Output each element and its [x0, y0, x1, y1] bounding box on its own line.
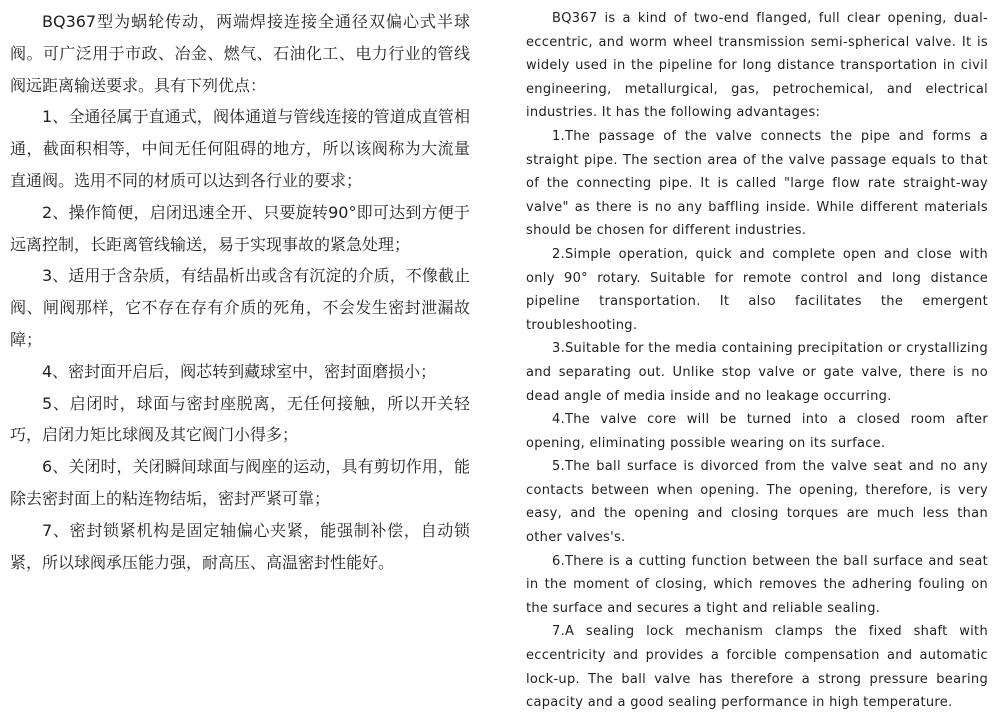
zh-advantage-5: 5、启闭时，球面与密封座脱离，无任何接触，所以开关轻巧，启闭力矩比球阀及其它阀门小得多；: [10, 393, 470, 445]
zh-advantage-4: 4、密封面开启后，阀芯转到藏球室中，密封面磨损小；: [42, 361, 437, 381]
chinese-column: [10, 6, 470, 578]
en-advantage-5: 5.The ball surface is divorced from the valve seat and no any contacts between when opening. The opening, therefore, is very easy, and the opening and closing torques are much less than other valves's.: [526, 459, 988, 546]
en-advantage-4: 4.The valve core will be turned into a closed room after opening, eliminating possible wearing on its surface.: [526, 412, 988, 451]
en-advantage-1: 1.The passage of the valve connects the pipe and forms a straight pipe. The section area of the valve passage equals to that of the connecting pipe. It is called "large flow rate straight-way valve" as there is no any baffling inside. While different materials should be chosen for different industries.: [526, 128, 988, 239]
english-column: [526, 7, 988, 715]
zh-advantage-3: 3、适用于含杂质，有结晶析出或含有沉淀的介质，不像截止阀、闸阀那样，它不存在存有介质的死角，不会发生密封泄漏故障；: [10, 266, 470, 349]
en-advantage-6: 6.There is a cutting function between the ball surface and seat in the moment of closing, which removes the adhering fouling on the surface and secures a tight and reliable sealing.: [526, 553, 988, 616]
zh-advantage-2: 2、操作简便，启闭迅速全开、只要旋转90°即可达到方便于远离控制，长距离管线输送，易于实现事故的紧急处理；: [10, 202, 470, 254]
zh-advantage-7: 7、密封锁紧机构是固定轴偏心夹紧，能强制补偿，自动锁紧，所以球阀承压能力强，耐高压、高温密封性能好。: [10, 520, 470, 572]
en-advantage-3: 3.Suitable for the media containing precipitation or crystallizing and separating out. Unlike stop valve or gate valve, there is no dead angle of media inside and no leakage occurring.: [526, 341, 988, 404]
en-intro-paragraph: BQ367 is a kind of two-end flanged, full clear opening, dual-eccentric, and worm wheel transmission semi-spherical valve. It is widely used in the pipeline for long distance transportation in civil engineering, metallurgical, gas, petrochemical, and electrical industries. It has the following advantages:: [526, 11, 988, 121]
zh-intro-paragraph: BQ367型为蜗轮传动，两端焊接连接全通径双偏心式半球阀。可广泛用于市政、冶金、燃气、石油化工、电力行业的管线阀远距离输送要求。具有下列优点：: [10, 12, 470, 95]
zh-advantage-6: 6、关闭时，关闭瞬间球面与阀座的运动，具有剪切作用，能除去密封面上的粘连物结垢，密封严紧可靠；: [10, 457, 470, 508]
en-advantage-7: 7.A sealing lock mechanism clamps the fixed shaft with eccentricity and provides a forcible compensation and automatic lock-up. The ball valve has therefore a strong pressure bearing capacity and a good sealing performance in high temperature.: [526, 624, 988, 711]
en-advantage-2: 2.Simple operation, quick and complete open and close with only 90° rotary. Suitable for remote control and long distance pipeline transportation. It also facilitates the emergent troubleshooting.: [526, 246, 988, 333]
zh-advantage-1: 1、全通径属于直通式，阀体通道与管线连接的管道成直管相通，截面积相等，中间无任何阻碍的地方，所以该阀称为大流量直通阀。选用不同的材质可以达到各行业的要求；: [10, 107, 470, 190]
